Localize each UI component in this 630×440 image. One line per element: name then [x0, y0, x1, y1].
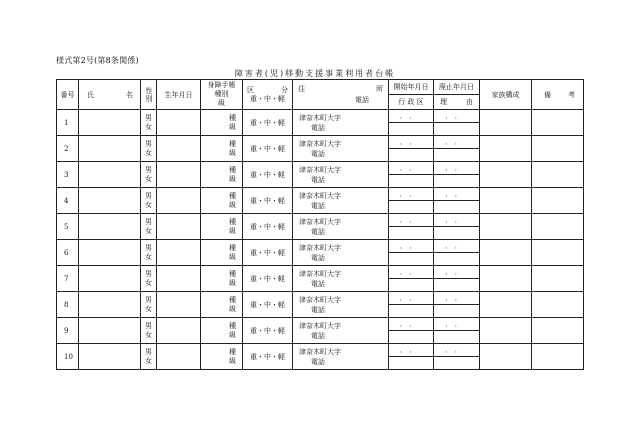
category-cell[interactable]: 重・中・軽 [243, 188, 293, 214]
birthdate-cell[interactable] [157, 292, 201, 318]
header-remarks [532, 80, 584, 110]
admin-district-cell[interactable] [389, 331, 434, 344]
header-handbook [201, 80, 243, 110]
handbook-type: 種 [229, 347, 236, 356]
handbook-type: 種 [229, 113, 236, 122]
gender-female: 女 [145, 122, 152, 131]
handbook-cell[interactable] [201, 292, 243, 318]
family-cell[interactable] [480, 240, 532, 266]
handbook-grade: 級 [229, 252, 236, 261]
header-category-value: 重・中・軽 [250, 94, 285, 103]
category-cell[interactable]: 重・中・軽 [243, 136, 293, 162]
header-name [79, 80, 141, 110]
family-cell[interactable] [480, 292, 532, 318]
phone-text: 電話 [311, 123, 325, 132]
end-date-cell[interactable]: ．． [434, 292, 480, 305]
header-address [293, 80, 389, 110]
name-cell[interactable] [79, 266, 141, 292]
birthdate-cell[interactable] [157, 344, 201, 370]
admin-district-cell[interactable] [389, 357, 434, 370]
phone-text: 電話 [311, 201, 325, 210]
address-text: 津奈木町大字 [299, 165, 341, 174]
phone-text: 電話 [311, 279, 325, 288]
remarks-cell[interactable] [532, 110, 584, 136]
row-number: 4 [57, 188, 79, 214]
name-cell[interactable] [79, 318, 141, 344]
handbook-type: 種 [229, 139, 236, 148]
handbook-cell[interactable] [201, 214, 243, 240]
start-date-cell[interactable]: ．． [389, 188, 434, 201]
admin-district-cell[interactable] [389, 175, 434, 188]
address-text: 津奈木町大字 [299, 217, 341, 226]
handbook-grade: 級 [229, 226, 236, 235]
admin-district-cell[interactable] [389, 227, 434, 240]
remarks-cell[interactable] [532, 292, 584, 318]
header-handbook-line1: 身障手帳 [207, 81, 236, 89]
address-cell[interactable] [293, 162, 389, 188]
header-admin-district: 行 政 区 [389, 95, 434, 110]
header-name-right: 名 [126, 90, 133, 99]
handbook-grade: 級 [229, 356, 236, 365]
name-cell[interactable] [79, 292, 141, 318]
handbook-grade: 級 [229, 148, 236, 157]
category-cell[interactable]: 重・中・軽 [243, 344, 293, 370]
reason-cell[interactable] [434, 201, 480, 214]
start-date-cell[interactable]: ．． [389, 214, 434, 227]
family-cell[interactable] [480, 266, 532, 292]
end-date-cell[interactable]: ．． [434, 240, 480, 253]
header-address-left: 住 [298, 84, 305, 93]
handbook-grade: 級 [229, 122, 236, 131]
address-text: 津奈木町大字 [299, 269, 341, 278]
row-number: 8 [57, 292, 79, 318]
handbook-type: 種 [229, 191, 236, 200]
address-text: 津奈木町大字 [299, 191, 341, 200]
address-text: 津奈木町大字 [299, 347, 341, 356]
handbook-grade: 級 [229, 174, 236, 183]
header-name-left: 氏 [87, 90, 94, 99]
birthdate-cell[interactable] [157, 240, 201, 266]
address-text: 津奈木町大字 [299, 295, 341, 304]
phone-text: 電話 [311, 253, 325, 262]
header-category-right: 分 [281, 85, 288, 94]
family-cell[interactable] [480, 344, 532, 370]
header-handbook-line2: 種別 [214, 90, 229, 98]
admin-district-cell[interactable] [389, 201, 434, 214]
address-text: 津奈木町大字 [299, 113, 341, 122]
admin-district-cell[interactable] [389, 279, 434, 292]
gender-cell[interactable] [141, 162, 157, 188]
phone-text: 電話 [311, 331, 325, 340]
remarks-cell[interactable] [532, 136, 584, 162]
gender-male: 男 [145, 191, 152, 200]
gender-female: 女 [145, 356, 152, 365]
end-date-cell[interactable]: ．． [434, 266, 480, 279]
gender-female: 女 [145, 226, 152, 235]
family-cell[interactable] [480, 110, 532, 136]
register-table [56, 79, 584, 370]
gender-male: 男 [145, 165, 152, 174]
birthdate-cell[interactable] [157, 214, 201, 240]
name-cell[interactable] [79, 110, 141, 136]
header-birthdate: 生年月日 [157, 80, 201, 110]
header-phone: 電話 [355, 95, 369, 104]
birthdate-cell[interactable] [157, 318, 201, 344]
birthdate-cell[interactable] [157, 188, 201, 214]
gender-cell[interactable] [141, 136, 157, 162]
document-title: 障害者(児)移動支援事業利用者台帳 [234, 69, 396, 78]
start-date-cell[interactable]: ．． [389, 292, 434, 305]
reason-cell[interactable] [434, 123, 480, 136]
end-date-cell[interactable]: ．． [434, 110, 480, 123]
handbook-grade: 級 [229, 278, 236, 287]
start-date-cell[interactable]: ．． [389, 110, 434, 123]
family-cell[interactable] [480, 162, 532, 188]
end-date-cell[interactable]: ．． [434, 318, 480, 331]
gender-male: 男 [145, 217, 152, 226]
address-cell[interactable] [293, 344, 389, 370]
gender-male: 男 [145, 269, 152, 278]
header-category [243, 80, 293, 110]
handbook-type: 種 [229, 165, 236, 174]
reason-cell[interactable] [434, 357, 480, 370]
phone-text: 電話 [311, 305, 325, 314]
category-cell[interactable]: 重・中・軽 [243, 292, 293, 318]
start-date-cell[interactable]: ．． [389, 136, 434, 149]
header-start-date: 開始年月日 [389, 80, 434, 95]
register-row [57, 292, 584, 305]
phone-text: 電話 [311, 175, 325, 184]
row-number: 3 [57, 162, 79, 188]
gender-male: 男 [145, 139, 152, 148]
header-number: 番号 [57, 80, 79, 110]
header-reason-right: 由 [466, 98, 473, 106]
gender-cell[interactable] [141, 266, 157, 292]
row-number: 10 [57, 344, 79, 370]
name-cell[interactable] [79, 162, 141, 188]
gender-female: 女 [145, 200, 152, 209]
handbook-cell[interactable] [201, 110, 243, 136]
remarks-cell[interactable] [532, 240, 584, 266]
gender-cell[interactable] [141, 188, 157, 214]
register-row [57, 162, 584, 175]
gender-male: 男 [145, 295, 152, 304]
start-date-cell[interactable]: ．． [389, 162, 434, 175]
row-number: 9 [57, 318, 79, 344]
gender-male: 男 [145, 347, 152, 356]
phone-text: 電話 [311, 227, 325, 236]
handbook-cell[interactable] [201, 188, 243, 214]
address-cell[interactable] [293, 292, 389, 318]
start-date-cell[interactable]: ．． [389, 240, 434, 253]
family-cell[interactable] [480, 136, 532, 162]
category-cell[interactable]: 重・中・軽 [243, 110, 293, 136]
gender-cell[interactable] [141, 240, 157, 266]
register-row [57, 136, 584, 149]
handbook-grade: 級 [229, 200, 236, 209]
reason-cell[interactable] [434, 227, 480, 240]
register-row [57, 344, 584, 357]
row-number: 5 [57, 214, 79, 240]
gender-female: 女 [145, 304, 152, 313]
address-cell[interactable] [293, 214, 389, 240]
handbook-grade: 級 [229, 330, 236, 339]
end-date-cell[interactable]: ．． [434, 162, 480, 175]
gender-male: 男 [145, 243, 152, 252]
header-reason-left: 理 [440, 98, 447, 106]
gender-female: 女 [145, 252, 152, 261]
gender-cell[interactable] [141, 214, 157, 240]
gender-male: 男 [145, 321, 152, 330]
header-gender-text: 性別 [145, 86, 153, 103]
name-cell[interactable] [79, 214, 141, 240]
header-gender [141, 80, 157, 110]
header-remarks-left: 備 [544, 90, 551, 99]
end-date-cell[interactable]: ．． [434, 188, 480, 201]
handbook-type: 種 [229, 243, 236, 252]
form-label: 様式第2号(第8条関係) [56, 56, 139, 65]
birthdate-cell[interactable] [157, 110, 201, 136]
birthdate-cell[interactable] [157, 162, 201, 188]
category-cell[interactable]: 重・中・軽 [243, 318, 293, 344]
address-text: 津奈木町大字 [299, 243, 341, 252]
header-handbook-line3: 級 [218, 99, 225, 107]
end-date-cell[interactable]: ．． [434, 214, 480, 227]
handbook-type: 種 [229, 321, 236, 330]
remarks-cell[interactable] [532, 344, 584, 370]
gender-female: 女 [145, 330, 152, 339]
handbook-cell[interactable] [201, 240, 243, 266]
name-cell[interactable] [79, 240, 141, 266]
address-cell[interactable] [293, 188, 389, 214]
admin-district-cell[interactable] [389, 305, 434, 318]
handbook-grade: 級 [229, 304, 236, 313]
phone-text: 電話 [311, 357, 325, 366]
gender-male: 男 [145, 113, 152, 122]
reason-cell[interactable] [434, 253, 480, 266]
header-address-right: 所 [376, 84, 383, 93]
reason-cell[interactable] [434, 305, 480, 318]
admin-district-cell[interactable] [389, 149, 434, 162]
start-date-cell[interactable]: ．． [389, 266, 434, 279]
remarks-cell[interactable] [532, 188, 584, 214]
header-row [57, 80, 584, 95]
birthdate-cell[interactable] [157, 266, 201, 292]
remarks-cell[interactable] [532, 162, 584, 188]
row-number: 6 [57, 240, 79, 266]
start-date-cell[interactable]: ．． [389, 318, 434, 331]
address-cell[interactable] [293, 240, 389, 266]
handbook-cell[interactable] [201, 318, 243, 344]
register-row [57, 188, 584, 201]
handbook-cell[interactable] [201, 162, 243, 188]
remarks-cell[interactable] [532, 214, 584, 240]
gender-cell[interactable] [141, 318, 157, 344]
address-cell[interactable] [293, 318, 389, 344]
phone-text: 電話 [311, 149, 325, 158]
family-cell[interactable] [480, 318, 532, 344]
gender-cell[interactable] [141, 292, 157, 318]
reason-cell[interactable] [434, 331, 480, 344]
reason-cell[interactable] [434, 149, 480, 162]
handbook-type: 種 [229, 217, 236, 226]
reason-cell[interactable] [434, 175, 480, 188]
category-cell[interactable]: 重・中・軽 [243, 162, 293, 188]
reason-cell[interactable] [434, 279, 480, 292]
register-row [57, 214, 584, 227]
address-cell[interactable] [293, 110, 389, 136]
start-date-cell[interactable]: ．． [389, 344, 434, 357]
row-number: 7 [57, 266, 79, 292]
family-cell[interactable] [480, 214, 532, 240]
register-row [57, 240, 584, 253]
row-number: 2 [57, 136, 79, 162]
end-date-cell[interactable]: ．． [434, 344, 480, 357]
category-cell[interactable]: 重・中・軽 [243, 214, 293, 240]
admin-district-cell[interactable] [389, 253, 434, 266]
gender-cell[interactable] [141, 344, 157, 370]
name-cell[interactable] [79, 344, 141, 370]
admin-district-cell[interactable] [389, 123, 434, 136]
handbook-type: 種 [229, 295, 236, 304]
remarks-cell[interactable] [532, 318, 584, 344]
handbook-cell[interactable] [201, 136, 243, 162]
category-cell[interactable]: 重・中・軽 [243, 240, 293, 266]
name-cell[interactable] [79, 136, 141, 162]
row-number: 1 [57, 110, 79, 136]
gender-cell[interactable] [141, 110, 157, 136]
birthdate-cell[interactable] [157, 136, 201, 162]
register-row [57, 318, 584, 331]
handbook-type: 種 [229, 269, 236, 278]
end-date-cell[interactable]: ．． [434, 136, 480, 149]
register-row [57, 110, 584, 123]
address-cell[interactable] [293, 266, 389, 292]
remarks-cell[interactable] [532, 266, 584, 292]
gender-female: 女 [145, 148, 152, 157]
address-text: 津奈木町大字 [299, 321, 341, 330]
gender-female: 女 [145, 278, 152, 287]
address-text: 津奈木町大字 [299, 139, 341, 148]
category-cell[interactable]: 重・中・軽 [243, 266, 293, 292]
register-row [57, 266, 584, 279]
handbook-cell[interactable] [201, 266, 243, 292]
address-cell[interactable] [293, 136, 389, 162]
handbook-cell[interactable] [201, 344, 243, 370]
header-family: 家族構成 [480, 80, 532, 110]
name-cell[interactable] [79, 188, 141, 214]
gender-female: 女 [145, 174, 152, 183]
header-category-left: 区 [247, 85, 254, 94]
family-cell[interactable] [480, 188, 532, 214]
header-reason [434, 95, 480, 110]
header-remarks-right: 考 [568, 90, 575, 99]
header-end-date: 廃止年月日 [434, 80, 480, 95]
